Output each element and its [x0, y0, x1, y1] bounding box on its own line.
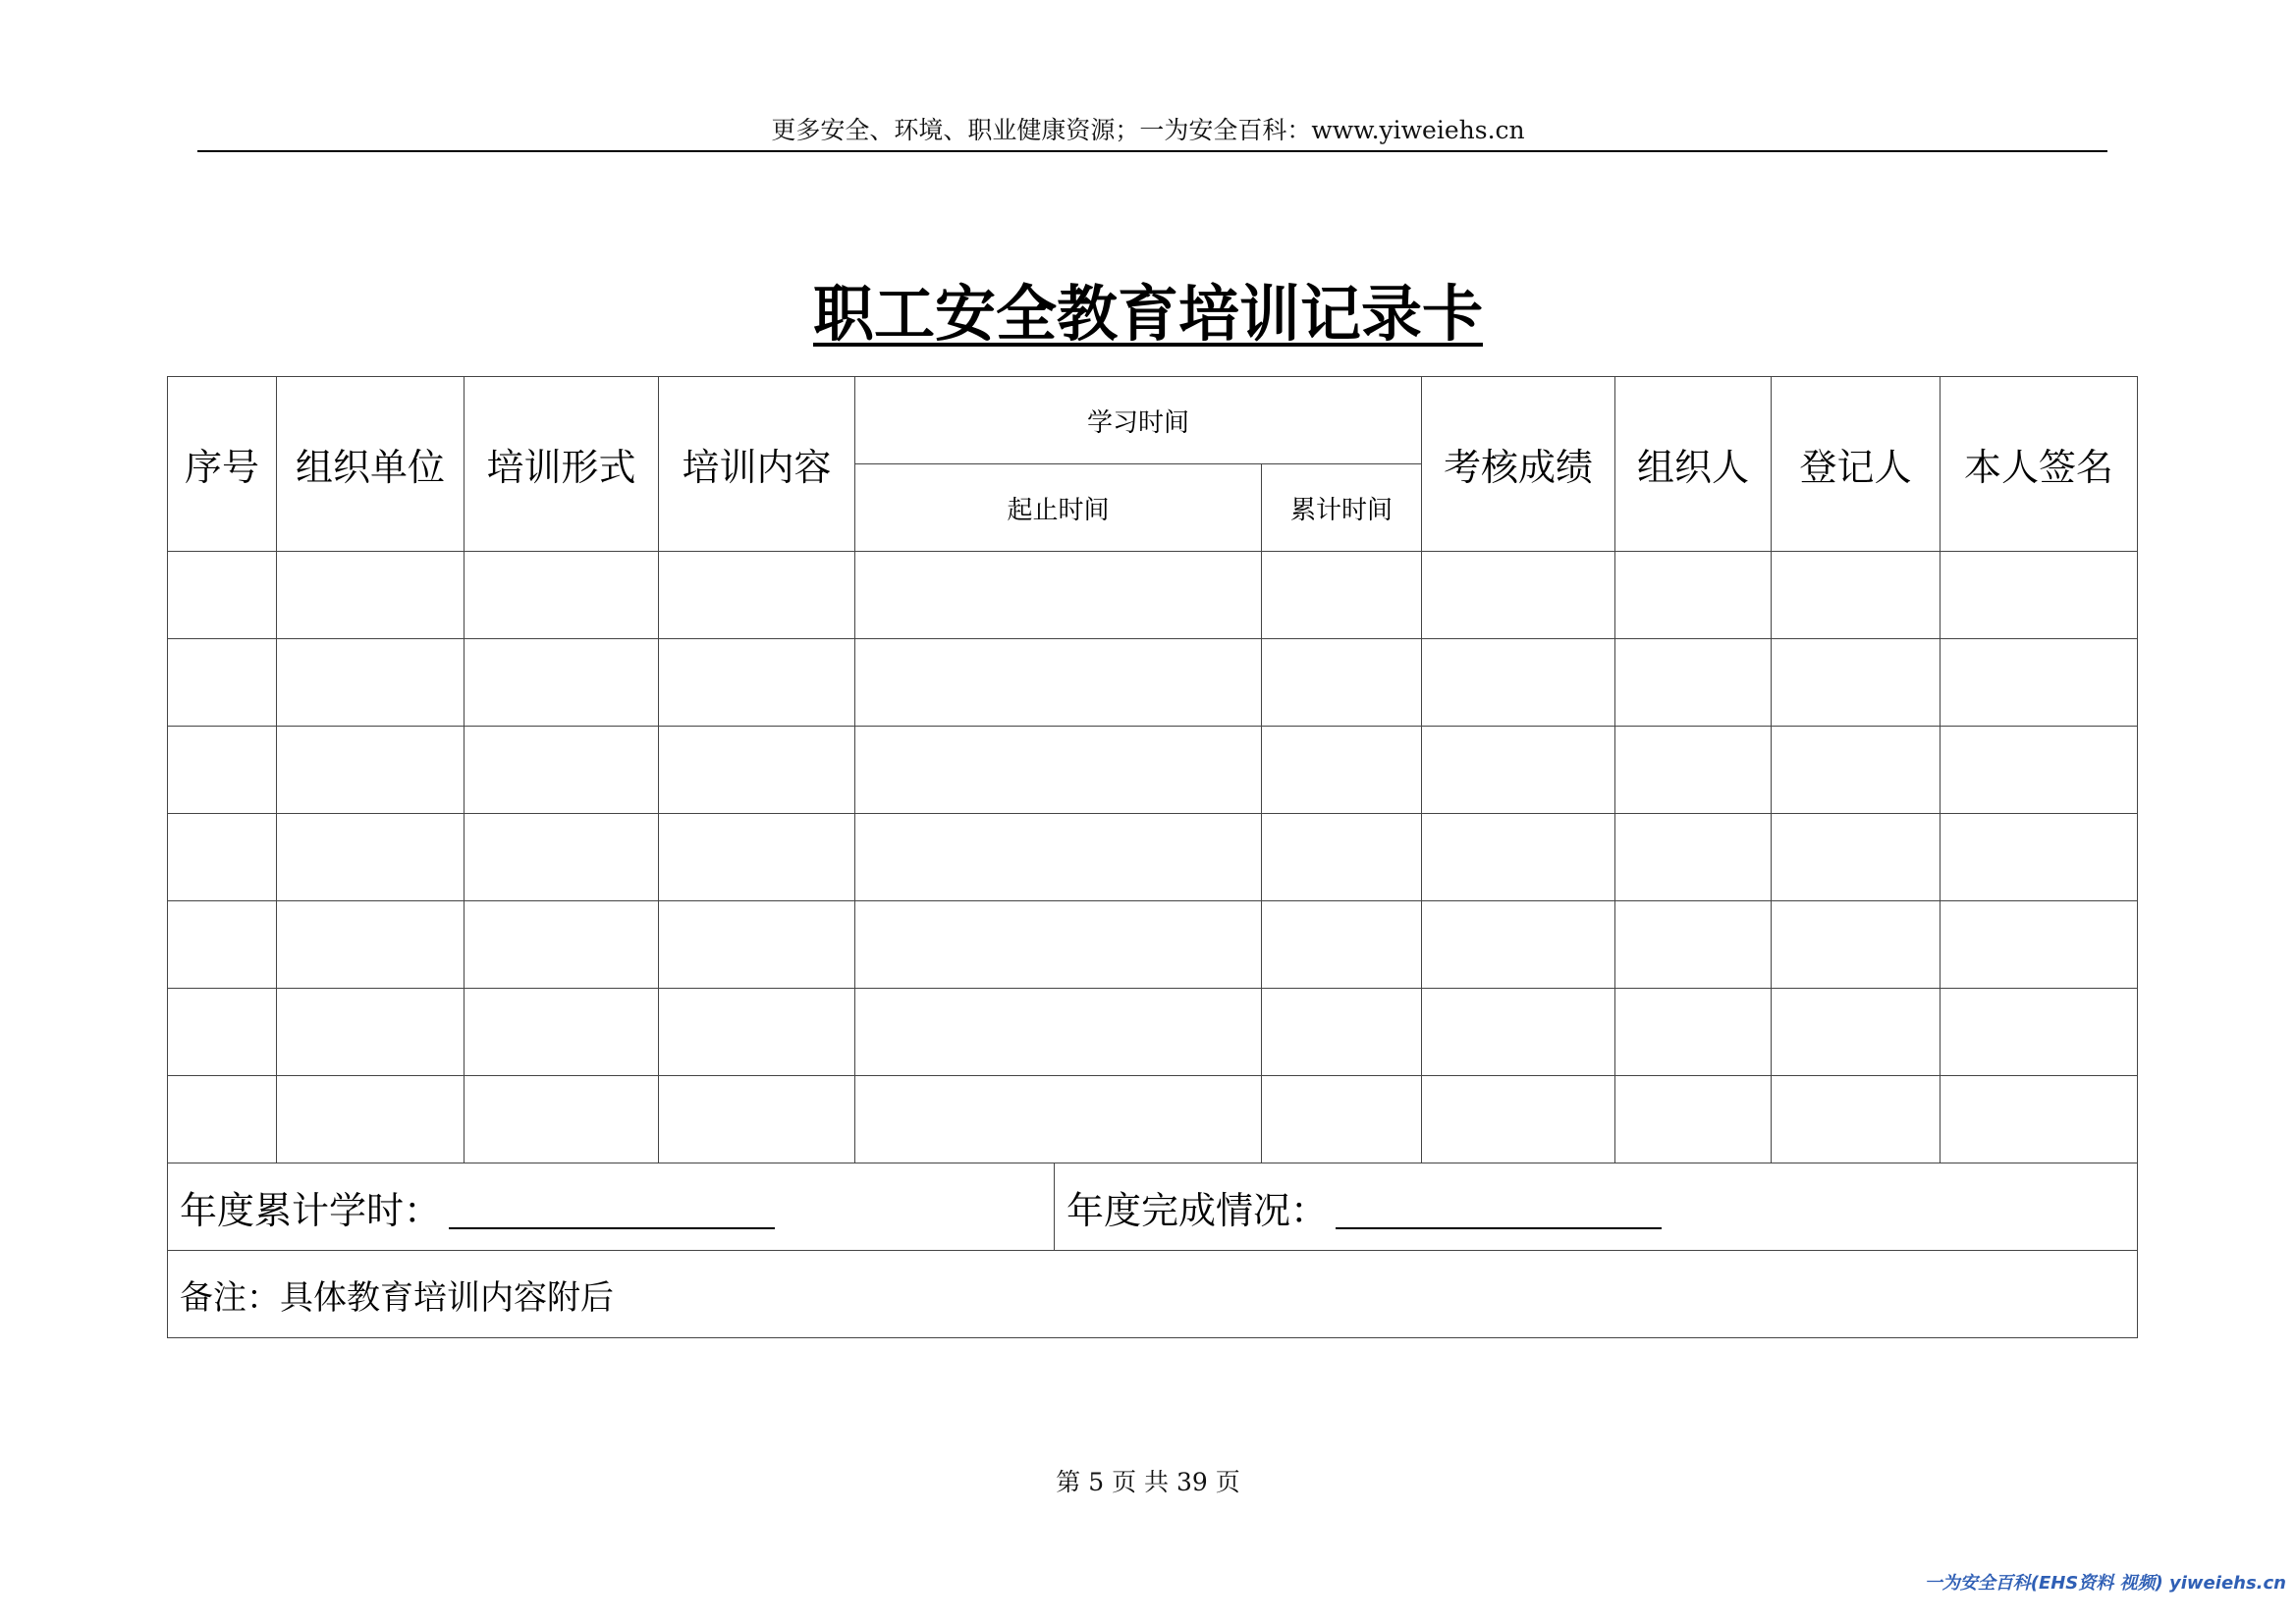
- cell-seq[interactable]: [168, 901, 277, 989]
- annual-hours-field[interactable]: [449, 1227, 775, 1229]
- annual-completion-label: 年度完成情况：: [1066, 1188, 1329, 1232]
- annual-hours-label: 年度累计学时：: [180, 1188, 442, 1232]
- cell-training-form[interactable]: [465, 989, 659, 1076]
- cell-training-form[interactable]: [465, 814, 659, 901]
- header-training-content: 培训内容: [659, 377, 855, 552]
- header-training-form: 培训形式: [465, 377, 659, 552]
- cell-seq[interactable]: [168, 639, 277, 727]
- cell-seq[interactable]: [168, 1076, 277, 1163]
- cell-organizer[interactable]: [1615, 814, 1772, 901]
- note-text: 备注：具体教育培训内容附后: [168, 1251, 2138, 1338]
- cell-organizer[interactable]: [1615, 552, 1772, 639]
- cell-assessment[interactable]: [1422, 814, 1615, 901]
- training-record-table: [167, 376, 2138, 1338]
- cell-org-unit[interactable]: [277, 639, 465, 727]
- cell-training-content[interactable]: [659, 989, 855, 1076]
- header-assessment: 考核成绩: [1422, 377, 1615, 552]
- cell-assessment[interactable]: [1422, 552, 1615, 639]
- cell-training-content[interactable]: [659, 552, 855, 639]
- annual-completion-field[interactable]: [1336, 1227, 1662, 1229]
- table-row: [168, 901, 2138, 989]
- cell-assessment[interactable]: [1422, 639, 1615, 727]
- table-row: [168, 814, 2138, 901]
- cell-training-form[interactable]: [465, 1076, 659, 1163]
- cell-cumulative-time[interactable]: [1262, 1076, 1422, 1163]
- cell-assessment[interactable]: [1422, 901, 1615, 989]
- cell-organizer[interactable]: [1615, 639, 1772, 727]
- cell-organizer[interactable]: [1615, 727, 1772, 814]
- cell-organizer[interactable]: [1615, 901, 1772, 989]
- cell-cumulative-time[interactable]: [1262, 552, 1422, 639]
- document-title-text: 职工安全教育培训记录卡: [812, 278, 1483, 350]
- header-registrar: 登记人: [1772, 377, 1941, 552]
- cell-start-end-time[interactable]: [855, 639, 1262, 727]
- watermark-text: 一为安全百科(EHS资料 视频) yiweiehs.cn: [1924, 1573, 2286, 1594]
- cell-organizer[interactable]: [1615, 989, 1772, 1076]
- header-cumulative-time: 累计时间: [1262, 464, 1422, 552]
- cell-org-unit[interactable]: [277, 727, 465, 814]
- cell-registrar[interactable]: [1772, 989, 1941, 1076]
- cell-training-form[interactable]: [465, 901, 659, 989]
- cell-assessment[interactable]: [1422, 989, 1615, 1076]
- cell-training-content[interactable]: [659, 639, 855, 727]
- cell-training-content[interactable]: [659, 1076, 855, 1163]
- table-row: [168, 989, 2138, 1076]
- cell-registrar[interactable]: [1772, 552, 1941, 639]
- header-study-time: 学习时间: [855, 377, 1422, 464]
- header-signature: 本人签名: [1941, 377, 2138, 552]
- table-row: [168, 1076, 2138, 1163]
- cell-training-form[interactable]: [465, 727, 659, 814]
- cell-organizer[interactable]: [1615, 1076, 1772, 1163]
- table-row: [168, 727, 2138, 814]
- header-row-1: [168, 377, 2138, 464]
- cell-cumulative-time[interactable]: [1262, 727, 1422, 814]
- cell-signature[interactable]: [1941, 989, 2138, 1076]
- page-number: 第 5 页 共 39 页: [1056, 1468, 1240, 1496]
- cell-org-unit[interactable]: [277, 1076, 465, 1163]
- cell-training-content[interactable]: [659, 814, 855, 901]
- cell-signature[interactable]: [1941, 552, 2138, 639]
- cell-signature[interactable]: [1941, 1076, 2138, 1163]
- table-row: [168, 639, 2138, 727]
- document-title: [0, 278, 2296, 351]
- cell-start-end-time[interactable]: [855, 552, 1262, 639]
- cell-cumulative-time[interactable]: [1262, 901, 1422, 989]
- annual-summary-row: [168, 1163, 2138, 1251]
- cell-registrar[interactable]: [1772, 727, 1941, 814]
- header-divider: [197, 150, 2107, 152]
- cell-training-content[interactable]: [659, 901, 855, 989]
- header-start-end-time: 起止时间: [855, 464, 1262, 552]
- cell-cumulative-time[interactable]: [1262, 639, 1422, 727]
- cell-cumulative-time[interactable]: [1262, 989, 1422, 1076]
- cell-assessment[interactable]: [1422, 1076, 1615, 1163]
- cell-start-end-time[interactable]: [855, 901, 1262, 989]
- cell-seq[interactable]: [168, 989, 277, 1076]
- cell-registrar[interactable]: [1772, 901, 1941, 989]
- cell-signature[interactable]: [1941, 901, 2138, 989]
- cell-signature[interactable]: [1941, 727, 2138, 814]
- header-organizer: 组织人: [1615, 377, 1772, 552]
- cell-seq[interactable]: [168, 727, 277, 814]
- cell-seq[interactable]: [168, 814, 277, 901]
- table-row: [168, 552, 2138, 639]
- header-org-unit: 组织单位: [277, 377, 465, 552]
- cell-registrar[interactable]: [1772, 1076, 1941, 1163]
- header-seq: 序号: [168, 377, 277, 552]
- cell-cumulative-time[interactable]: [1262, 814, 1422, 901]
- cell-training-content[interactable]: [659, 727, 855, 814]
- cell-start-end-time[interactable]: [855, 1076, 1262, 1163]
- annual-hours-cell: [168, 1163, 1055, 1251]
- cell-org-unit[interactable]: [277, 814, 465, 901]
- cell-registrar[interactable]: [1772, 814, 1941, 901]
- cell-org-unit[interactable]: [277, 552, 465, 639]
- cell-assessment[interactable]: [1422, 727, 1615, 814]
- cell-org-unit[interactable]: [277, 901, 465, 989]
- cell-training-form[interactable]: [465, 639, 659, 727]
- page-header-text: 更多安全、环境、职业健康资源；一为安全百科：www.yiweiehs.cn: [771, 116, 1525, 144]
- cell-start-end-time[interactable]: [855, 814, 1262, 901]
- cell-start-end-time[interactable]: [855, 989, 1262, 1076]
- cell-registrar[interactable]: [1772, 639, 1941, 727]
- cell-signature[interactable]: [1941, 814, 2138, 901]
- cell-start-end-time[interactable]: [855, 727, 1262, 814]
- note-row: [168, 1251, 2138, 1338]
- cell-seq[interactable]: [168, 552, 277, 639]
- cell-training-form[interactable]: [465, 552, 659, 639]
- cell-org-unit[interactable]: [277, 989, 465, 1076]
- annual-completion-cell: [1055, 1163, 2138, 1251]
- cell-signature[interactable]: [1941, 639, 2138, 727]
